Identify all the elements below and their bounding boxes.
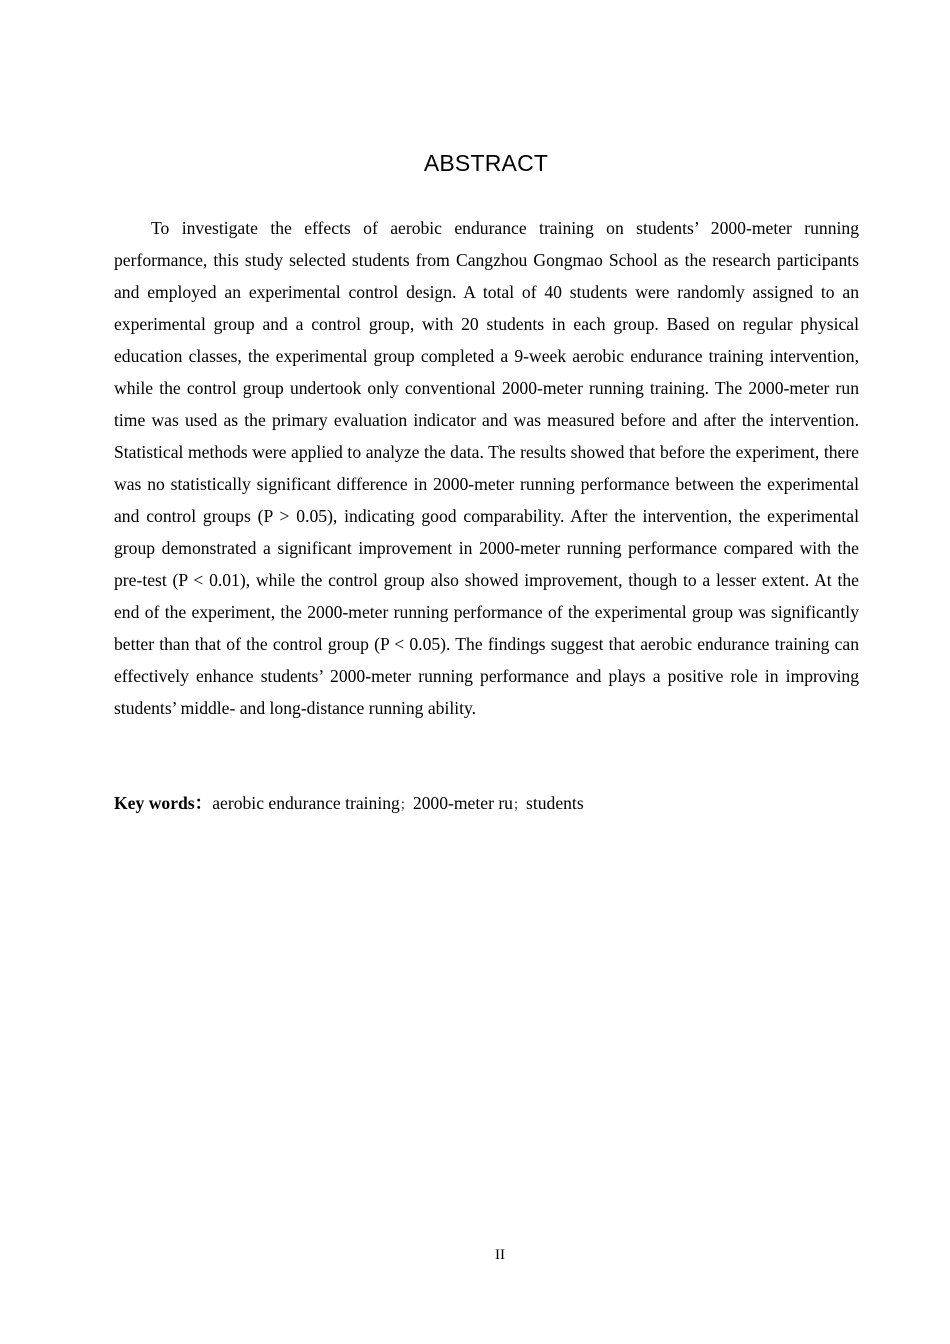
keywords-label: Key words： xyxy=(114,793,213,813)
abstract-title: ABSTRACT xyxy=(423,150,549,176)
keyword-item: students xyxy=(526,793,584,813)
keywords-line xyxy=(114,787,859,822)
abstract-paragraph: To investigate the effects of aerobic endurance training on students’ 2000-meter running performance, this study selected students from Cangzhou Gongmao School as the research participants and employed an experimental control design. A total of 40 students were randomly assigned to an experimental group and a control group, with 20 students in each group. Based on regular physical education classes, the experimental group completed a 9-week aerobic endurance training intervention, while the control group undertook only conventional 2000-meter running training. The 2000-meter run time was used as the primary evaluation indicator and was measured before and after the intervention. Statistical methods were applied to analyze the data. The results showed that before the experiment, there was no statistically significant difference in 2000-meter running performance between the experimental and control groups (P > 0.05), indicating good comparability. After the intervention, the experimental group demonstrated a significant improvement in 2000-meter running performance compared with the pre-test (P < 0.01), while the control group also showed improvement, though to a lesser extent. At the end of the experiment, the 2000-meter running performance of the experimental group was significantly better than that of the control group (P < 0.05). The findings suggest that aerobic endurance training can effectively enhance students’ 2000-meter running performance and plays a positive role in improving students’ middle- and long-distance running ability. xyxy=(114,218,859,718)
page-number: II xyxy=(495,1247,505,1263)
keyword-separator: ； xyxy=(512,798,526,813)
keyword-separator: ； xyxy=(399,798,413,813)
keyword-item: 2000-meter ru xyxy=(412,793,513,813)
keyword-item: aerobic endurance training xyxy=(212,793,400,813)
